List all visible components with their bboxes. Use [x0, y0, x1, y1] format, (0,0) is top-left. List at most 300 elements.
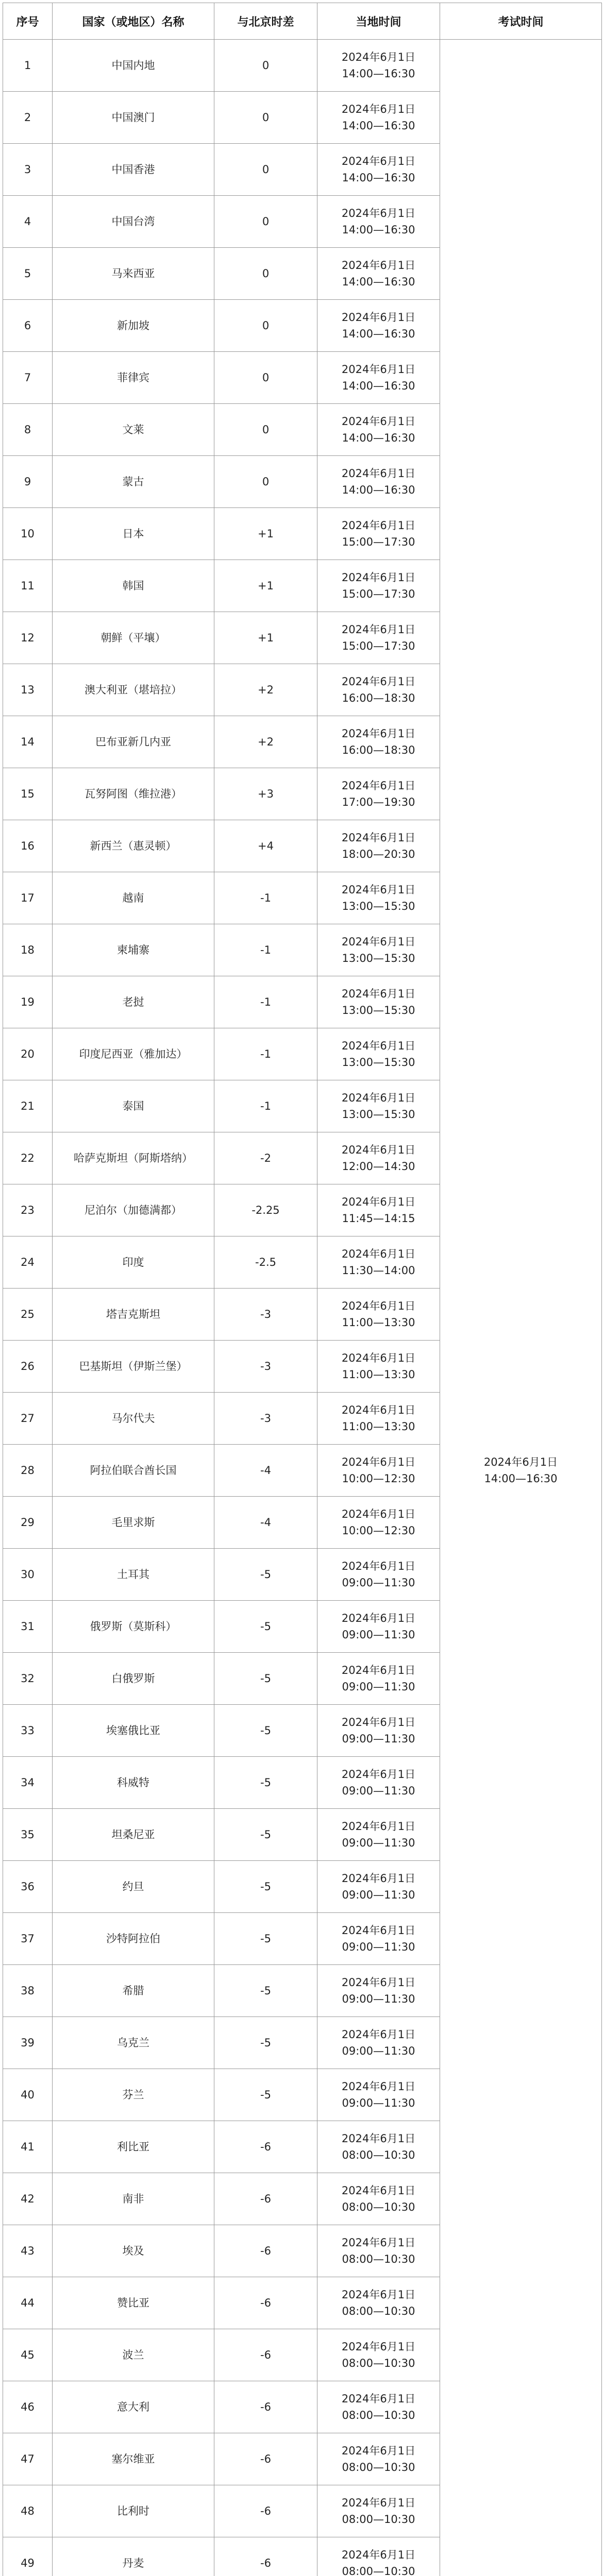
local-time: [317, 1393, 440, 1445]
time-difference: +2: [214, 716, 317, 768]
local-date: 2024年6月1日: [341, 884, 416, 896]
local-time: [317, 1497, 440, 1549]
country-name: 文莱: [53, 404, 214, 456]
local-time: [317, 2329, 440, 2381]
time-difference: 0: [214, 300, 317, 352]
local-time-range: 09:00—11:30: [342, 1837, 415, 1849]
row-number: 28: [3, 1445, 53, 1497]
exam-time-range: 14:00—16:30: [484, 1472, 558, 1485]
local-time-range: 16:00—18:30: [342, 744, 415, 756]
row-number: 41: [3, 2121, 53, 2173]
row-number: 25: [3, 1289, 53, 1341]
local-time-range: 08:00—10:30: [342, 2201, 415, 2213]
country-name: 比利时: [53, 2485, 214, 2537]
local-time-range: 11:30—14:00: [342, 1264, 415, 1277]
header-row: [3, 3, 602, 40]
time-difference: -6: [214, 2329, 317, 2381]
local-date: 2024年6月1日: [341, 2497, 416, 2509]
time-difference: -5: [214, 2069, 317, 2121]
local-time-range: 11:00—13:30: [342, 1368, 415, 1381]
country-name: 土耳其: [53, 1549, 214, 1601]
row-number: 49: [3, 2537, 53, 2576]
country-name: 日本: [53, 508, 214, 560]
header-country: 国家（或地区）名称: [53, 3, 214, 40]
row-number: 43: [3, 2225, 53, 2277]
table-body: [3, 40, 602, 2576]
local-date: 2024年6月1日: [341, 1820, 416, 1833]
exam-date: 2024年6月1日: [483, 1456, 558, 1468]
time-difference: -2: [214, 1132, 317, 1184]
time-difference: -1: [214, 924, 317, 976]
country-name: 利比亚: [53, 2121, 214, 2173]
time-difference: +4: [214, 820, 317, 872]
row-number: 16: [3, 820, 53, 872]
time-difference: -6: [214, 2277, 317, 2329]
local-date: 2024年6月1日: [341, 1664, 416, 1676]
country-name: 意大利: [53, 2381, 214, 2433]
country-name: 塞尔维亚: [53, 2433, 214, 2485]
local-time-range: 14:00—16:30: [342, 380, 415, 392]
exam-time: [440, 40, 602, 2576]
country-name: 沙特阿拉伯: [53, 1913, 214, 1965]
row-number: 27: [3, 1393, 53, 1445]
local-time: [317, 2069, 440, 2121]
time-difference: 0: [214, 196, 317, 248]
row-number: 18: [3, 924, 53, 976]
time-difference: -5: [214, 1705, 317, 1757]
local-time: [317, 560, 440, 612]
local-time-range: 15:00—17:30: [342, 536, 415, 548]
time-difference: -5: [214, 1653, 317, 1705]
local-date: 2024年6月1日: [341, 2549, 416, 2561]
local-time: [317, 1445, 440, 1497]
time-difference: -1: [214, 1028, 317, 1080]
row-number: 11: [3, 560, 53, 612]
time-difference: -5: [214, 1965, 317, 2017]
local-time-range: 16:00—18:30: [342, 692, 415, 704]
local-time: [317, 508, 440, 560]
time-difference: -4: [214, 1445, 317, 1497]
country-name: 毛里求斯: [53, 1497, 214, 1549]
local-date: 2024年6月1日: [341, 2080, 416, 2093]
row-number: 1: [3, 40, 53, 92]
country-name: 中国香港: [53, 144, 214, 196]
local-time-range: 09:00—11:30: [342, 1993, 415, 2005]
table-row: [3, 40, 602, 92]
local-date: 2024年6月1日: [341, 2236, 416, 2249]
time-difference: -5: [214, 1757, 317, 1809]
local-time: [317, 196, 440, 248]
local-time: [317, 768, 440, 820]
row-number: 45: [3, 2329, 53, 2381]
row-number: 21: [3, 1080, 53, 1132]
local-date: 2024年6月1日: [341, 779, 416, 792]
local-time: [317, 2433, 440, 2485]
time-difference: 0: [214, 456, 317, 508]
row-number: 40: [3, 2069, 53, 2121]
local-date: 2024年6月1日: [341, 1144, 416, 1156]
local-time-range: 09:00—11:30: [342, 1785, 415, 1797]
local-time: [317, 352, 440, 404]
country-name: 马来西亚: [53, 248, 214, 300]
local-date: 2024年6月1日: [341, 2445, 416, 2457]
country-name: 希腊: [53, 1965, 214, 2017]
local-time-range: 09:00—11:30: [342, 1941, 415, 1953]
local-time: [317, 1236, 440, 1289]
local-time-range: 10:00—12:30: [342, 1524, 415, 1537]
local-time: [317, 1965, 440, 2017]
time-difference: -6: [214, 2225, 317, 2277]
country-name: 巴基斯坦（伊斯兰堡）: [53, 1341, 214, 1393]
local-time: [317, 2381, 440, 2433]
local-date: 2024年6月1日: [341, 363, 416, 376]
country-name: 赞比亚: [53, 2277, 214, 2329]
local-date: 2024年6月1日: [341, 1456, 416, 1468]
local-time: [317, 1132, 440, 1184]
local-time-range: 14:00—16:30: [342, 328, 415, 340]
local-time: [317, 1757, 440, 1809]
time-difference: 0: [214, 248, 317, 300]
header-local-time: 当地时间: [317, 3, 440, 40]
country-name: 坦桑尼亚: [53, 1809, 214, 1861]
local-date: 2024年6月1日: [341, 259, 416, 272]
local-time-range: 13:00—15:30: [342, 1056, 415, 1069]
local-time-range: 11:45—14:15: [342, 1212, 415, 1225]
local-date: 2024年6月1日: [341, 675, 416, 688]
country-name: 越南: [53, 872, 214, 924]
time-difference: 0: [214, 144, 317, 196]
local-time: [317, 1601, 440, 1653]
country-name: 印度尼西亚（雅加达）: [53, 1028, 214, 1080]
local-time: [317, 1289, 440, 1341]
local-time-range: 14:00—16:30: [342, 67, 415, 80]
local-time: [317, 976, 440, 1028]
local-time-range: 14:00—16:30: [342, 120, 415, 132]
local-time: [317, 664, 440, 716]
local-date: 2024年6月1日: [341, 1872, 416, 1885]
row-number: 30: [3, 1549, 53, 1601]
local-date: 2024年6月1日: [341, 1092, 416, 1104]
time-difference: -6: [214, 2121, 317, 2173]
local-time-range: 08:00—10:30: [342, 2357, 415, 2369]
local-date: 2024年6月1日: [341, 1300, 416, 1312]
local-time: [317, 404, 440, 456]
row-number: 9: [3, 456, 53, 508]
country-name: 波兰: [53, 2329, 214, 2381]
local-time-range: 13:00—15:30: [342, 1108, 415, 1121]
time-difference: -6: [214, 2173, 317, 2225]
local-time: [317, 1028, 440, 1080]
local-time: [317, 1653, 440, 1705]
local-time: [317, 248, 440, 300]
row-number: 19: [3, 976, 53, 1028]
local-time: [317, 2225, 440, 2277]
local-date: 2024年6月1日: [341, 1040, 416, 1052]
time-difference: -3: [214, 1393, 317, 1445]
row-number: 44: [3, 2277, 53, 2329]
country-name: 尼泊尔（加德满都）: [53, 1184, 214, 1236]
local-time: [317, 2017, 440, 2069]
header-time-diff: 与北京时差: [214, 3, 317, 40]
time-difference: -6: [214, 2537, 317, 2576]
local-time-range: 08:00—10:30: [342, 2461, 415, 2473]
country-name: 新加坡: [53, 300, 214, 352]
local-time-range: 09:00—11:30: [342, 2045, 415, 2057]
local-time-range: 09:00—11:30: [342, 1577, 415, 1589]
time-difference: -5: [214, 2017, 317, 2069]
country-name: 乌克兰: [53, 2017, 214, 2069]
row-number: 46: [3, 2381, 53, 2433]
local-time: [317, 1705, 440, 1757]
time-difference: 0: [214, 404, 317, 456]
time-difference: -1: [214, 872, 317, 924]
local-date: 2024年6月1日: [341, 623, 416, 636]
country-name: 埃塞俄比亚: [53, 1705, 214, 1757]
local-time-range: 09:00—11:30: [342, 1629, 415, 1641]
country-name: 蒙古: [53, 456, 214, 508]
row-number: 48: [3, 2485, 53, 2537]
local-date: 2024年6月1日: [341, 519, 416, 532]
row-number: 24: [3, 1236, 53, 1289]
local-time-range: 13:00—15:30: [342, 900, 415, 912]
local-date: 2024年6月1日: [341, 51, 416, 63]
country-name: 科威特: [53, 1757, 214, 1809]
local-date: 2024年6月1日: [341, 832, 416, 844]
country-name: 白俄罗斯: [53, 1653, 214, 1705]
country-name: 瓦努阿图（维拉港）: [53, 768, 214, 820]
local-date: 2024年6月1日: [341, 571, 416, 584]
country-name: 阿拉伯联合酋长国: [53, 1445, 214, 1497]
time-difference: -2.25: [214, 1184, 317, 1236]
local-time: [317, 924, 440, 976]
row-number: 3: [3, 144, 53, 196]
local-date: 2024年6月1日: [341, 988, 416, 1000]
local-date: 2024年6月1日: [341, 1560, 416, 1572]
local-date: 2024年6月1日: [341, 1248, 416, 1260]
country-name: 印度: [53, 1236, 214, 1289]
local-time: [317, 716, 440, 768]
row-number: 5: [3, 248, 53, 300]
local-time-range: 09:00—11:30: [342, 1733, 415, 1745]
local-date: 2024年6月1日: [341, 1612, 416, 1624]
table-header: [3, 3, 602, 40]
country-name: 中国澳门: [53, 92, 214, 144]
time-difference: -3: [214, 1289, 317, 1341]
row-number: 6: [3, 300, 53, 352]
local-date: 2024年6月1日: [341, 155, 416, 167]
time-difference: 0: [214, 352, 317, 404]
row-number: 42: [3, 2173, 53, 2225]
local-time: [317, 40, 440, 92]
local-time-range: 18:00—20:30: [342, 848, 415, 860]
local-time: [317, 2485, 440, 2537]
local-time-range: 14:00—16:30: [342, 484, 415, 496]
header-no: 序号: [3, 3, 53, 40]
local-date: 2024年6月1日: [341, 1352, 416, 1364]
local-time-range: 17:00—19:30: [342, 796, 415, 808]
local-time-range: 14:00—16:30: [342, 276, 415, 288]
time-difference: 0: [214, 40, 317, 92]
local-time-range: 12:00—14:30: [342, 1160, 415, 1173]
local-time: [317, 1809, 440, 1861]
country-name: 巴布亚新几内亚: [53, 716, 214, 768]
row-number: 12: [3, 612, 53, 664]
local-time-range: 09:00—11:30: [342, 1889, 415, 1901]
row-number: 36: [3, 1861, 53, 1913]
row-number: 14: [3, 716, 53, 768]
country-name: 约旦: [53, 1861, 214, 1913]
local-date: 2024年6月1日: [341, 415, 416, 428]
country-name: 新西兰（惠灵顿）: [53, 820, 214, 872]
local-date: 2024年6月1日: [341, 2184, 416, 2197]
local-time: [317, 144, 440, 196]
local-date: 2024年6月1日: [341, 467, 416, 480]
time-difference: -5: [214, 1913, 317, 1965]
country-name: 南非: [53, 2173, 214, 2225]
row-number: 47: [3, 2433, 53, 2485]
local-time-range: 09:00—11:30: [342, 1681, 415, 1693]
time-difference: +3: [214, 768, 317, 820]
local-time-range: 11:00—13:30: [342, 1316, 415, 1329]
row-number: 35: [3, 1809, 53, 1861]
local-time-range: 08:00—10:30: [342, 2513, 415, 2526]
time-difference: -5: [214, 1549, 317, 1601]
local-date: 2024年6月1日: [341, 727, 416, 740]
header-exam-time: 考试时间: [440, 3, 602, 40]
local-time: [317, 1080, 440, 1132]
local-date: 2024年6月1日: [341, 1716, 416, 1728]
time-difference: +2: [214, 664, 317, 716]
local-date: 2024年6月1日: [341, 1196, 416, 1208]
local-time: [317, 92, 440, 144]
local-time: [317, 1184, 440, 1236]
exam-schedule-table: [3, 3, 602, 2576]
country-name: 中国内地: [53, 40, 214, 92]
local-time: [317, 2537, 440, 2576]
local-time: [317, 2173, 440, 2225]
row-number: 38: [3, 1965, 53, 2017]
time-difference: -6: [214, 2381, 317, 2433]
local-time-range: 11:00—13:30: [342, 1420, 415, 1433]
local-time-range: 08:00—10:30: [342, 2305, 415, 2317]
row-number: 7: [3, 352, 53, 404]
country-name: 哈萨克斯坦（阿斯塔纳）: [53, 1132, 214, 1184]
local-time-range: 08:00—10:30: [342, 2253, 415, 2265]
local-date: 2024年6月1日: [341, 2341, 416, 2353]
country-name: 俄罗斯（莫斯科）: [53, 1601, 214, 1653]
time-difference: 0: [214, 92, 317, 144]
local-date: 2024年6月1日: [341, 2393, 416, 2405]
country-name: 柬埔寨: [53, 924, 214, 976]
local-time-range: 13:00—15:30: [342, 952, 415, 964]
time-difference: -1: [214, 976, 317, 1028]
local-date: 2024年6月1日: [341, 1976, 416, 1989]
row-number: 31: [3, 1601, 53, 1653]
local-date: 2024年6月1日: [341, 1404, 416, 1416]
row-number: 10: [3, 508, 53, 560]
row-number: 13: [3, 664, 53, 716]
row-number: 20: [3, 1028, 53, 1080]
country-name: 马尔代夫: [53, 1393, 214, 1445]
country-name: 菲律宾: [53, 352, 214, 404]
local-time: [317, 612, 440, 664]
row-number: 2: [3, 92, 53, 144]
time-difference: -2.5: [214, 1236, 317, 1289]
local-date: 2024年6月1日: [341, 207, 416, 219]
country-name: 澳大利亚（堪培拉）: [53, 664, 214, 716]
time-difference: +1: [214, 612, 317, 664]
time-difference: -4: [214, 1497, 317, 1549]
local-time: [317, 1913, 440, 1965]
local-time-range: 08:00—10:30: [342, 2409, 415, 2421]
local-time-range: 14:00—16:30: [342, 432, 415, 444]
local-date: 2024年6月1日: [341, 2028, 416, 2041]
time-difference: -1: [214, 1080, 317, 1132]
country-name: 丹麦: [53, 2537, 214, 2576]
local-time: [317, 456, 440, 508]
local-date: 2024年6月1日: [341, 936, 416, 948]
time-difference: -5: [214, 1861, 317, 1913]
country-name: 朝鲜（平壤）: [53, 612, 214, 664]
row-number: 22: [3, 1132, 53, 1184]
local-time: [317, 820, 440, 872]
local-date: 2024年6月1日: [341, 103, 416, 115]
row-number: 37: [3, 1913, 53, 1965]
row-number: 29: [3, 1497, 53, 1549]
time-difference: -5: [214, 1809, 317, 1861]
country-name: 中国台湾: [53, 196, 214, 248]
time-difference: +1: [214, 508, 317, 560]
row-number: 32: [3, 1653, 53, 1705]
time-difference: +1: [214, 560, 317, 612]
country-name: 泰国: [53, 1080, 214, 1132]
local-time-range: 15:00—17:30: [342, 640, 415, 652]
local-time: [317, 1341, 440, 1393]
local-date: 2024年6月1日: [341, 2132, 416, 2145]
time-difference: -6: [214, 2433, 317, 2485]
country-name: 埃及: [53, 2225, 214, 2277]
row-number: 34: [3, 1757, 53, 1809]
local-date: 2024年6月1日: [341, 311, 416, 324]
country-name: 塔吉克斯坦: [53, 1289, 214, 1341]
time-difference: -5: [214, 1601, 317, 1653]
local-time: [317, 1549, 440, 1601]
time-difference: -6: [214, 2485, 317, 2537]
local-time: [317, 2121, 440, 2173]
local-time-range: 09:00—11:30: [342, 2097, 415, 2109]
local-date: 2024年6月1日: [341, 2289, 416, 2301]
row-number: 4: [3, 196, 53, 248]
country-name: 芬兰: [53, 2069, 214, 2121]
country-name: 韩国: [53, 560, 214, 612]
local-time: [317, 300, 440, 352]
local-time-range: 08:00—10:30: [342, 2149, 415, 2161]
local-time-range: 10:00—12:30: [342, 1472, 415, 1485]
row-number: 17: [3, 872, 53, 924]
local-time: [317, 2277, 440, 2329]
local-time: [317, 872, 440, 924]
time-difference: -3: [214, 1341, 317, 1393]
row-number: 39: [3, 2017, 53, 2069]
local-date: 2024年6月1日: [341, 1924, 416, 1937]
local-time-range: 13:00—15:30: [342, 1004, 415, 1016]
local-date: 2024年6月1日: [341, 1768, 416, 1781]
row-number: 26: [3, 1341, 53, 1393]
country-name: 老挝: [53, 976, 214, 1028]
local-date: 2024年6月1日: [341, 1508, 416, 1520]
local-time-range: 14:00—16:30: [342, 172, 415, 184]
row-number: 23: [3, 1184, 53, 1236]
